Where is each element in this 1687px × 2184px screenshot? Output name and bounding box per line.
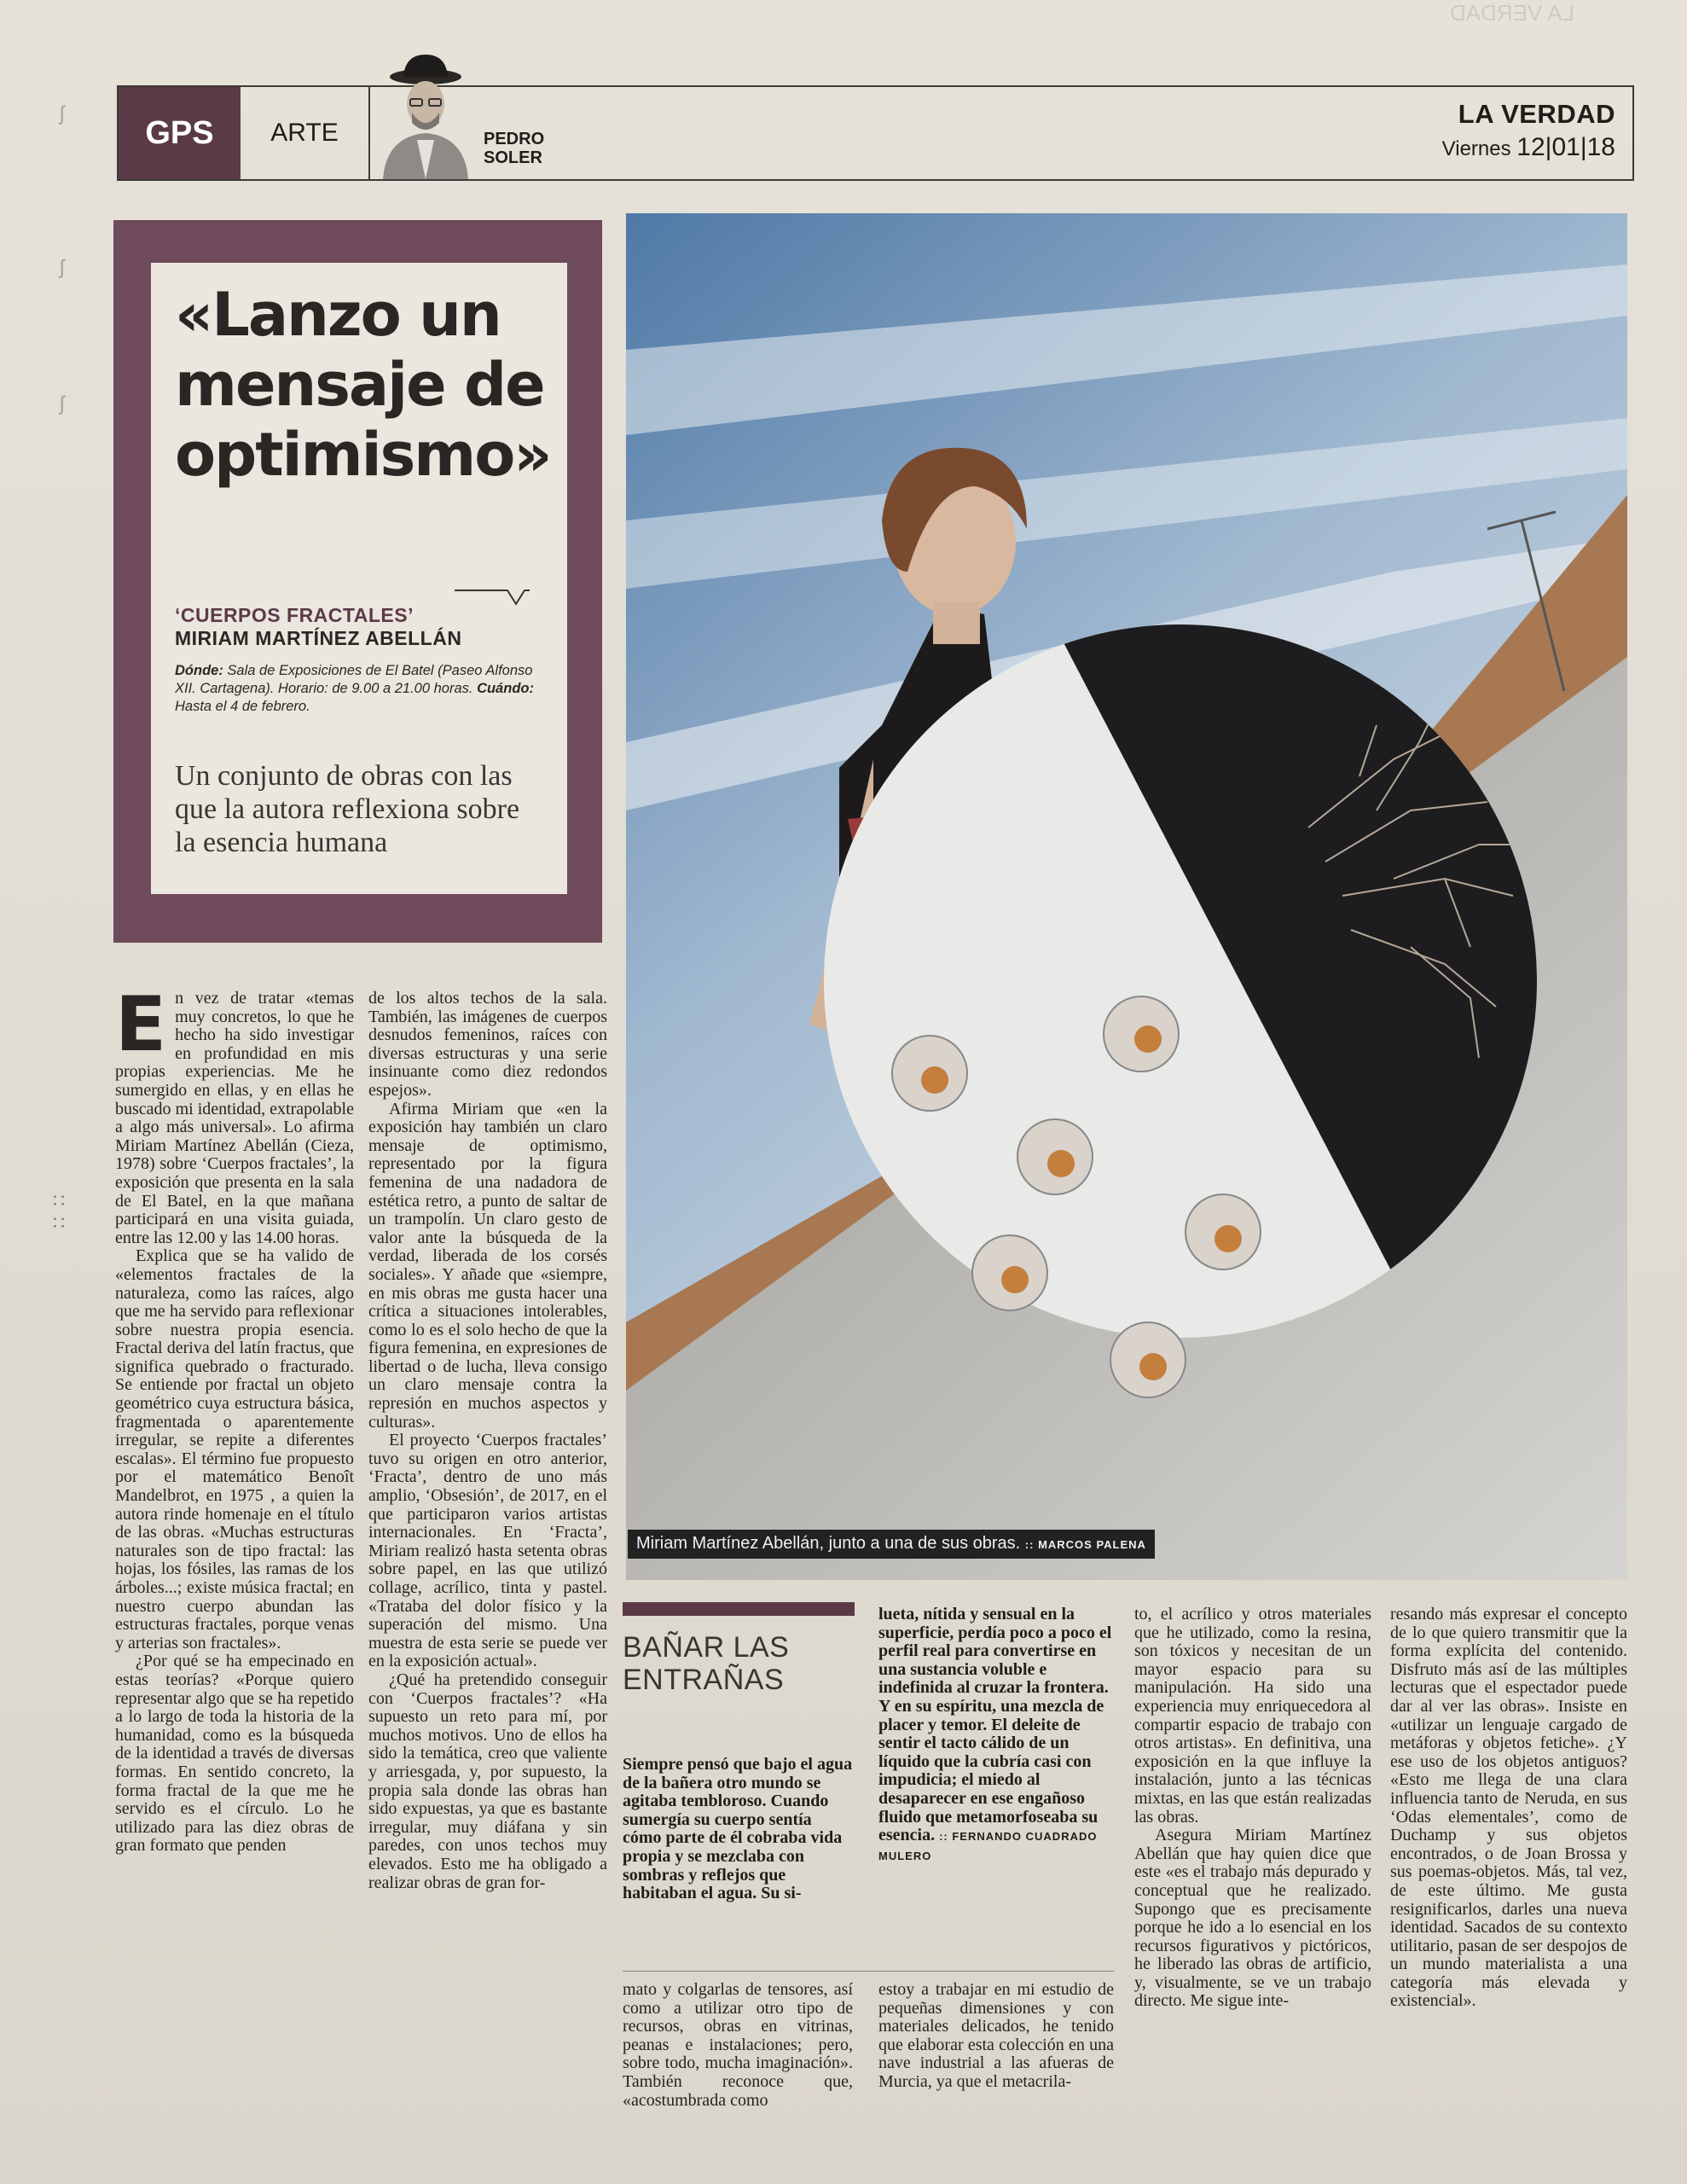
section-tag: GPS: [119, 87, 241, 179]
when-label: Cuándo:: [477, 681, 534, 696]
section-name: ARTE: [241, 87, 370, 179]
issue-date: [1442, 133, 1615, 162]
article-column-3: [623, 1981, 853, 2110]
title-box: [113, 220, 602, 943]
photo-caption: [628, 1530, 1155, 1559]
author-byline: [484, 130, 544, 167]
article-column-2: [368, 990, 607, 1892]
article-paragraph: ¿Qué ha pretendido conseguir con ‘Cuerpos fractales’? «Ha supuesto un reto para mí, por muchos motivos. Uno de ellos ha sido la temática, creo que valiente y arriesgada, y, por supuesto, la propia sala donde las obras han sido expuestas, ya que es bastante irregular, muy diáfana y sin paredes, con unos techos muy elevados. Esto me ha obligado a realizar obras de gran for-: [368, 1670, 607, 1892]
kicker: [175, 604, 461, 650]
sidebar-text-a: Siempre pensó que bajo el agua de la bañera otro mundo se agitaba tembloroso. Cuando sumergía su cuerpo sentía cómo parte de él cobraba vida propia y se mezclaba con sombras y reflejos que habitaban el agua. Su si-: [623, 1755, 853, 1903]
margin-mark: ʃ: [60, 392, 65, 415]
article-column-6: [1390, 1606, 1627, 2011]
margin-mark: ʃ: [60, 256, 65, 279]
where-label: Dónde:: [175, 663, 223, 678]
exhibition-info: [175, 662, 537, 716]
where-text: Sala de Exposiciones de El Batel (Paseo Alfonso XII. Cartagena). Horario: de 9.00 a 21.00 horas.: [175, 663, 533, 696]
photo-credit: :: MARCOS PALENA: [1024, 1538, 1146, 1551]
sidebar-header: [623, 1602, 855, 1696]
sidebar-text-b-body: lueta, nítida y sensual en la superficie, perdía poco a poco el perfil real para convertirse en una sustancia voluble e indefinida al cruzar la frontera. Y en su espíritu, una mezcla de placer y temor. El deleite de sentir el tacto cálido de un líquido que la cubría casi con impudicia; el miedo al desaparecer en ese engañoso fluido que metamorfoseaba su esencia.: [878, 1605, 1112, 1845]
article-paragraph: Explica que se ha valido de «elementos fractales de la naturaleza, como las raíces, algo que me ha servido para reflexionar sobre nuestra propia esencia. Fractal deriva del latín fractus, que significa quebrado o fracturado. Se entiende por fractal un objeto geométrico cuya estructura básica, fragmentada o aparentemente irregular, se repite a diferentes escalas». El término fue propuesto por el matemático Benoît Mandelbrot, en 1975 , a quien la autora rinde homenaje en el título de las obras. «Muchas estructuras naturales son de tipo fractal: las hojas, los fósiles, las ramas de los árboles...; existe música fractal; en nuestro cuerpo abundan las estructuras fractales, porque venas y arterias son fractales».: [115, 1246, 354, 1653]
sidebar-text-b: [878, 1606, 1114, 1865]
page-header: [117, 85, 1634, 181]
title-box-inner: [151, 263, 567, 894]
article-paragraph: En vez de tratar «temas muy concretos, lo que he hecho ha sido investigar en profundidad en mis propias experiencias. Me he sumergido en ellas, y en ellas he buscado mi identidad, extrapolable a algo más universal». Lo afirma Miriam Martínez Abellán (Cieza, 1978) sobre ‘Cuerpos fractales’, la exposición que presenta en la sala de El Batel, en la que mañana participará en una visita guiada, entre las 12.00 y las 14.00 horas.: [115, 980, 354, 1247]
drop-cap: E: [115, 980, 167, 1068]
author-avatar: [374, 51, 477, 179]
masthead: [1442, 99, 1615, 162]
author-last-name: SOLER: [484, 148, 542, 167]
subheadline: Un conjunto de obras con las que la autora reflexiona sobre la esencia humana: [175, 760, 520, 858]
article-paragraph: El proyecto ‘Cuerpos fractales’ tuvo su origen en otro anterior, ‘Fracta’, dentro de uno más amplio, ‘Obsesión’, de 2017, en el que participaron varios artistas internacionales. En ‘Fracta’, Miriam realizó hasta setenta obras sobre papel, en las que utilizó collage, acrílico, tinta y pastel. «Trataba del dolor físico y la superación del mismo. Una muestra de esta serie se puede ver en la exposición actual».: [368, 1431, 607, 1671]
article-paragraph: de los altos techos de la sala. También, las imágenes de cuerpos desnudos femeninos, raíces con diversas estructuras y una serie insinuante como diez redondos espejos».: [368, 989, 607, 1100]
article-paragraph: estoy a trabajar en mi estudio de pequeñas dimensiones y con materiales delicados, he tenido que elaborar esta colección en una nave industrial a las afueras de Murcia, ya que el metacrila-: [878, 1980, 1114, 2091]
article-paragraph: Afirma Miriam que «en la exposición hay también un claro mensaje de optimismo, representado por la figura femenina de una nadadora de estética retro, a punto de saltar de un trampolín. Un claro gesto de valor ante la búsqueda de la verdad, liberada de los corsés sociales». Y añade que «siempre, en mis obras me gusta hacer una crítica a situaciones intolerables, como lo es el solo hecho de que la figura femenina, en expresiones de libertad o de lucha, lleva consigo un claro mensaje contra la represión en muchos aspectos y culturas».: [368, 1099, 607, 1432]
weekday: Viernes: [1441, 137, 1511, 160]
author-first-name: PEDRO: [484, 130, 545, 148]
kicker-work-title: ‘CUERPOS FRACTALES’: [175, 604, 414, 626]
bleed-through-text: LA VERDAD: [1450, 0, 1574, 26]
newspaper-name: LA VERDAD: [1458, 99, 1615, 129]
article-column-4: [878, 1981, 1114, 2092]
when-text: Hasta el 4 de febrero.: [175, 699, 310, 714]
article-paragraph: to, el acrílico y otros materiales que he utilizado, como la resina, son tóxicos y necesitan de un mayor espacio para su manipulación. Ha sido una experiencia muy enriquecedora al compartir espacio de trabajo con otros artistas». En definitiva, una exposición en la que influye la instalación, junto a las técnicas mixtas, en las que están realizadas las obras.: [1134, 1605, 1371, 1827]
kicker-artist: MIRIAM MARTÍNEZ ABELLÁN: [175, 627, 462, 649]
caption-text: Miriam Martínez Abellán, junto a una de sus obras.: [636, 1534, 1021, 1553]
chevron-down-icon: [455, 589, 531, 623]
margin-mark: ʃ: [60, 102, 65, 125]
article-paragraph: Asegura Miriam Martínez Abellán que hay quien dice que este «es el trabajo más depurado y conceptual que he realizado. Supongo que es precisamente porque he ido a lo esencial en los recursos figurativos y pictóricos, he liberado las obras de artificio, y, visualmente, se ve un trabajo directo. Me sigue inte-: [1134, 1826, 1371, 2011]
article-column-5: [1134, 1606, 1371, 2011]
margin-dots: ∷ ∷: [53, 1190, 65, 1234]
headline: «Lanzo un mensaje de optimismo»: [175, 280, 551, 490]
sidebar-heading: BAÑAR LAS ENTRAÑAS: [623, 1631, 790, 1696]
article-paragraph: ¿Por qué se ha empecinado en estas teorías? «Porque quiero representar algo que se ha repetido a lo largo de toda la historia de la humanidad, como es la búsqueda de la identidad a través de diversas formas. En sentido concreto, la forma fractal de la que me he servido es el círculo. Lo he utilizado para las diez obras de gran formato que penden: [115, 1652, 354, 1856]
main-photo: [626, 213, 1627, 1580]
article-column-1: [115, 980, 354, 1856]
article-paragraph: mato y colgarlas de tensores, así como a utilizar otro tipo de recursos, obras en vitrinas, peanas e instalaciones; pero, sobre todo, mucha imaginación». También reconoce que, «acostumbrada como: [623, 1980, 853, 2110]
sidebar-divider: [623, 1971, 1114, 1972]
sidebar-signoff: :: FERNANDO CUADRADO MULERO: [878, 1830, 1098, 1862]
date-number: 12|01|18: [1516, 133, 1615, 161]
article-paragraph: resando más expresar el concepto de lo que quiero transmitir que la forma explícita del contenido. Disfruto más así de las múltiples lecturas que el espectador puede dar al ver las obras». Insiste en «utilizar un lenguaje cargado de metáforas y objetos fetiche». ¿Y ese uso de los objetos antiguos? «Esto me llega de una clara influencia tanto de Neruda, en sus ‘Odas elementales’, como de Duchamp y sus objetos encontrados, o de Joan Brossa y sus poemas-objetos. Más, tal vez, de este último. Me gusta resignificarlos, darles una nueva identidad. Sacados de su contexto utilitario, pasan de ser despojos de un mundo materialista a una categoría más elevada y existencial».: [1390, 1605, 1627, 2011]
